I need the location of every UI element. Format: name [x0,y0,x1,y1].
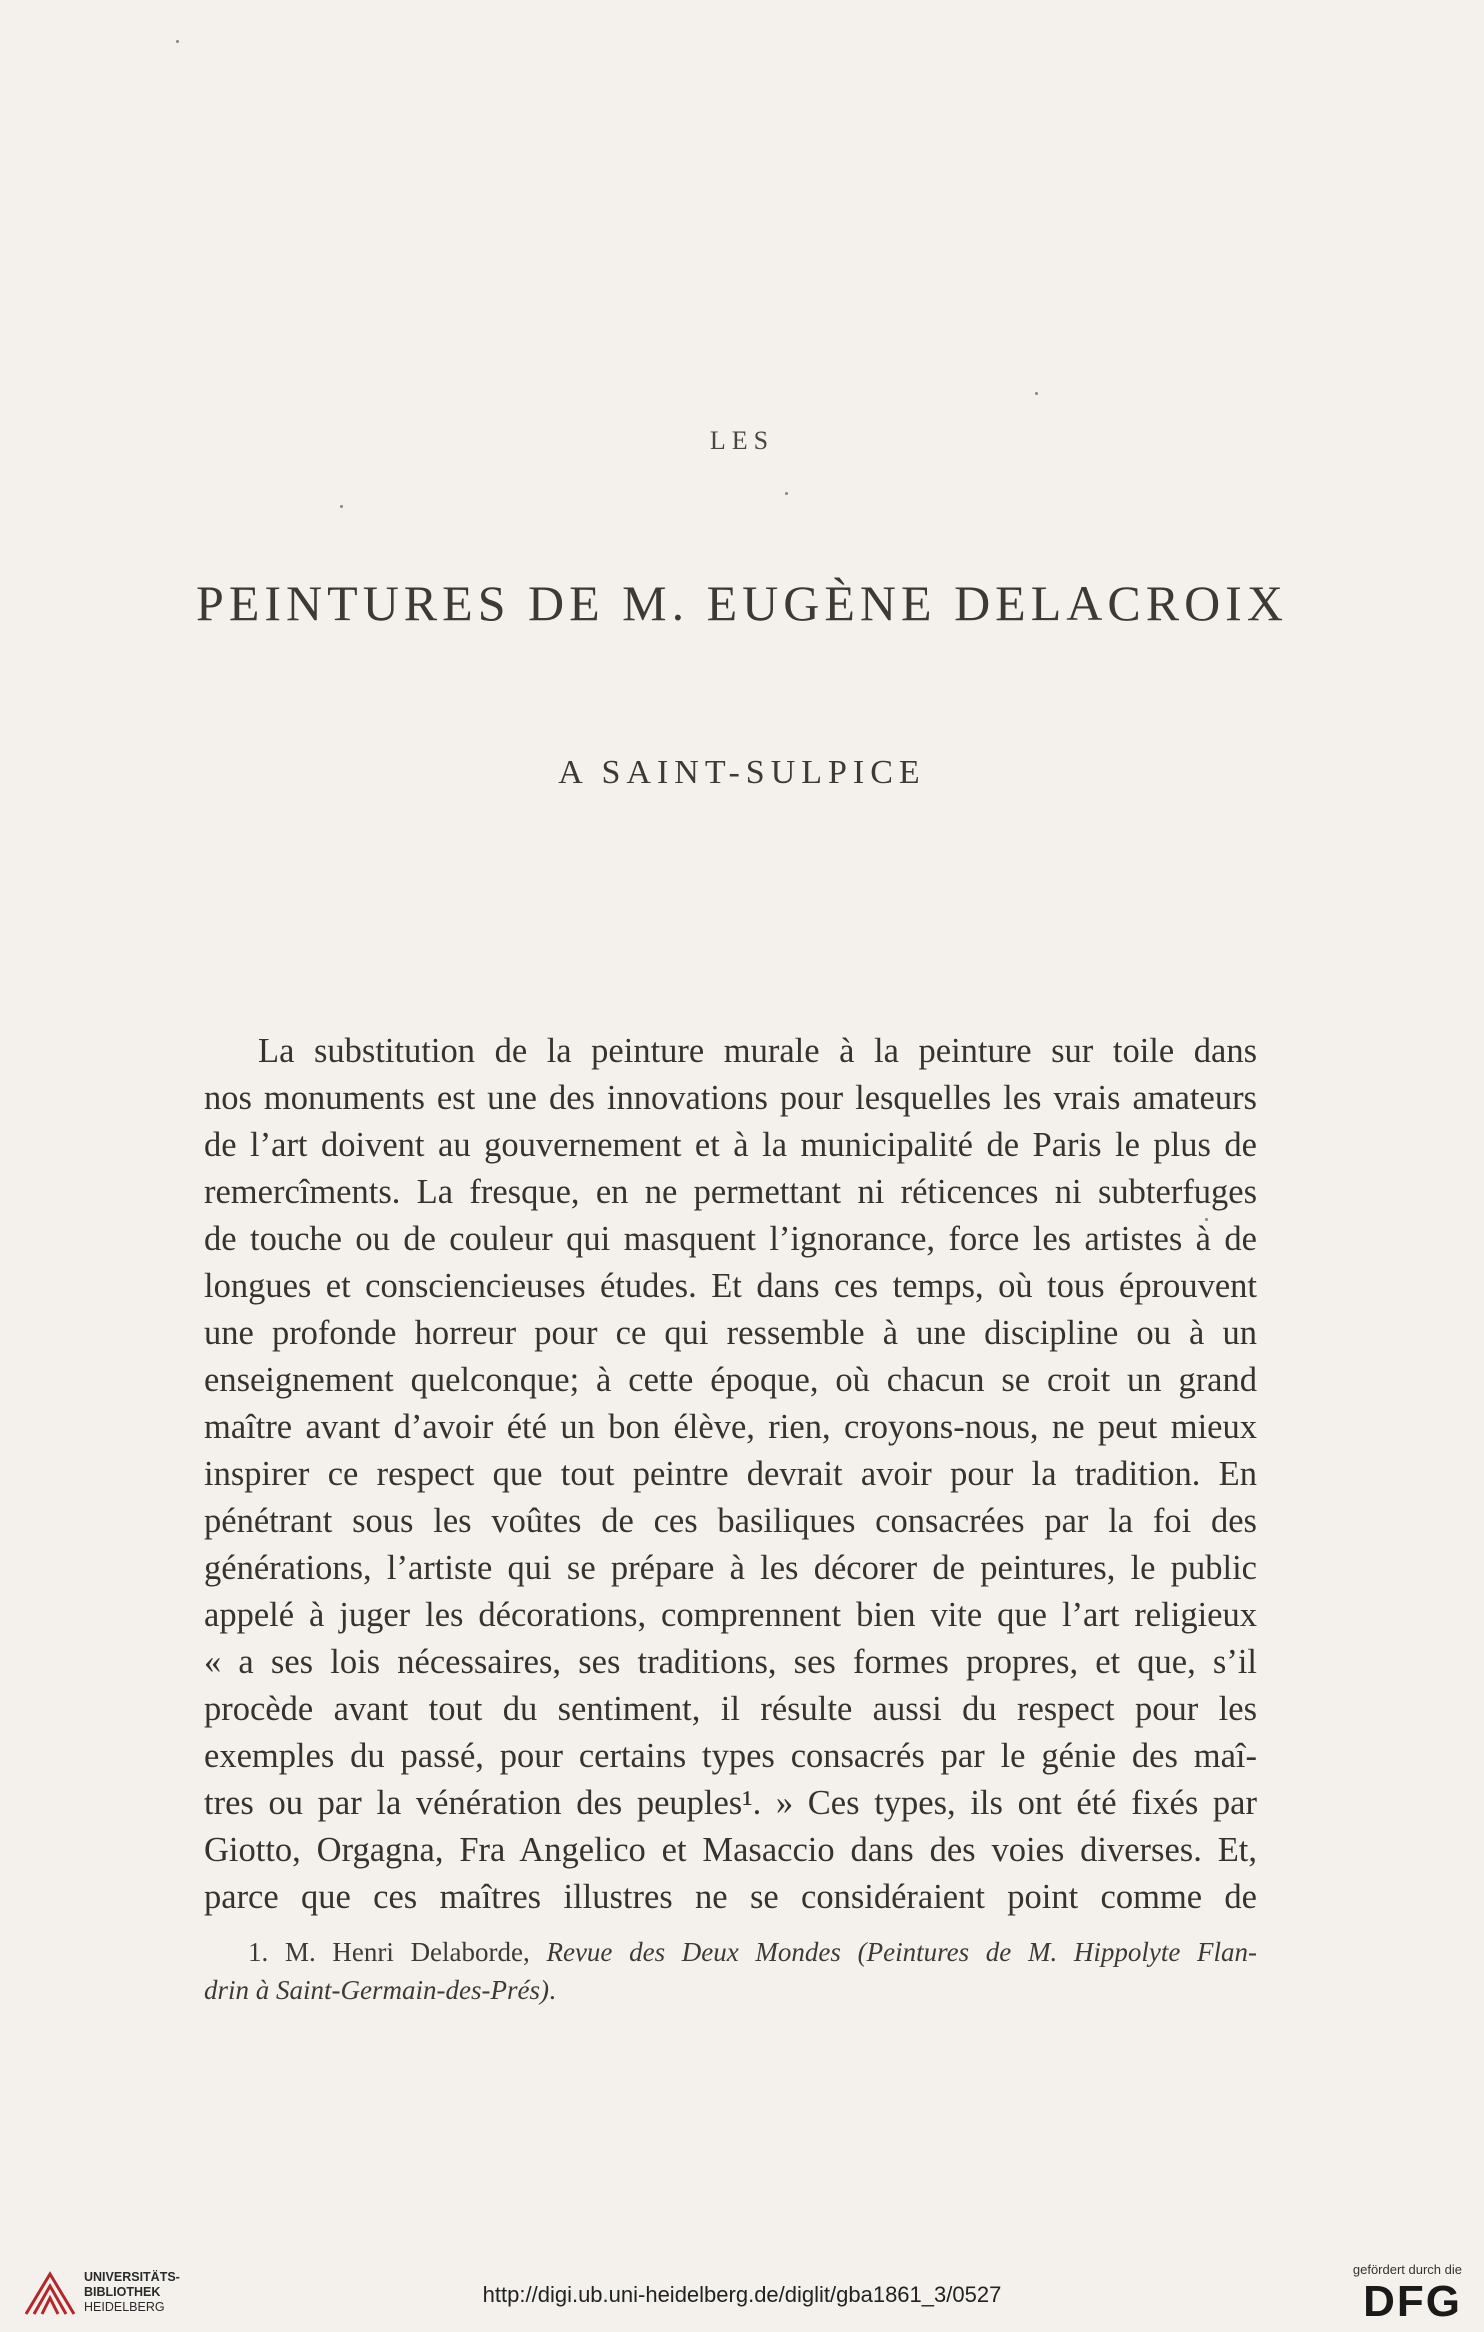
footnote-author: M. Henri Delaborde, [284,1937,530,1967]
footnote-parenthetical-1: (Peintures de M. Hippolyte Flan- [857,1937,1258,1967]
body-line: de l’art doivent au gouvernement et à la municipalité de Paris le plus de [204,1126,1257,1164]
body-line: enseignement quelconque; à cette époque, où chacun se croit un grand [204,1361,1257,1399]
body-line: générations, l’artiste qui se prépare à les décorer de peintures, le public [204,1549,1257,1587]
body-paragraph [204,1028,1257,1921]
body-line: procède avant tout du sentiment, il résulte aussi du respect pour les [204,1690,1257,1728]
print-speck [340,505,343,508]
source-url-link[interactable]: http://digi.ub.uni-heidelberg.de/diglit/gba1861_3/0527 [482,2282,1002,2307]
footnote-marker: 1. [248,1937,269,1967]
footnote-end: . [548,1975,556,2005]
footnote-parenthetical-2: drin à Saint-Germain-des-Prés) [204,1975,549,2005]
body-line: « a ses lois nécessaires, ses traditions, ses formes propres, et que, s’il [204,1643,1257,1681]
body-line: maître avant d’avoir été un bon élève, rien, croyons-nous, ne peut mieux [204,1408,1257,1446]
body-line: appelé à juger les décorations, comprennent bien vite que l’art religieux [204,1596,1257,1634]
footnote-line [204,1971,1257,2009]
footnote-line [204,1933,1257,1971]
footnote [204,1933,1257,2009]
print-speck [1035,392,1038,395]
dfg-logo: DFG [1363,2277,1462,2326]
print-speck [785,492,788,495]
body-line: remercîments. La fresque, en ne permettant ni réticences ni subterfuges [204,1173,1257,1211]
body-line: La substitution de la peinture murale à la peinture sur toile dans [258,1032,1257,1070]
body-line: exemples du passé, pour certains types consacrés par le génie des maî- [204,1737,1257,1775]
library-name-line-2: BIBLIOTHEK [84,2285,161,2299]
body-line: de touche ou de couleur qui masquent l’ignorance, force les artistes à de [204,1220,1257,1258]
article-subtitle: A SAINT-SULPICE [558,754,926,791]
body-line: tres ou par la vénération des peuples¹. » Ces types, ils ont été fixés par [204,1784,1257,1822]
pre-title: LES [709,426,775,455]
print-speck [176,40,179,43]
body-line: longues et consciencieuses études. Et dans ces temps, où tous éprouvent [204,1267,1257,1305]
footnote-journal: Revue des Deux Mondes [546,1937,841,1967]
article-title: PEINTURES DE M. EUGÈNE DELACROIX [196,575,1288,631]
funded-by-label: gefördert durch die [1352,2262,1462,2277]
body-line: nos monuments est une des innovations pour lesquelles les vrais amateurs [204,1079,1257,1117]
body-line: inspirer ce respect que tout peintre devrait avoir pour la tradition. En [204,1455,1257,1493]
body-line: parce que ces maîtres illustres ne se considéraient point comme de [204,1878,1257,1916]
body-line: pénétrant sous les voûtes de ces basiliques consacrées par la foi des [204,1502,1257,1540]
library-name-line-3: HEIDELBERG [84,2300,165,2314]
library-name-line-1: UNIVERSITÄTS- [84,2270,180,2284]
body-line: une profonde horreur pour ce qui ressemble à une discipline ou à un [204,1314,1257,1352]
body-line: Giotto, Orgagna, Fra Angelico et Masaccio dans des voies diverses. Et, [204,1831,1257,1869]
